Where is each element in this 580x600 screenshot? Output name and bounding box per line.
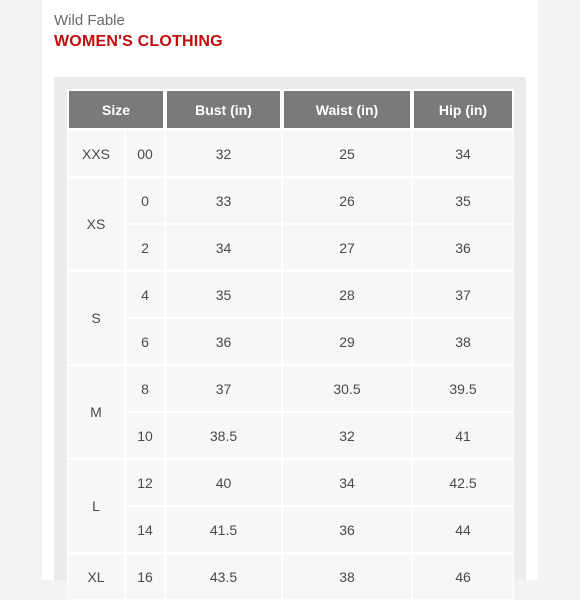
size-number-cell: 2	[125, 224, 165, 271]
size-chart-body	[67, 130, 514, 600]
bust-cell: 38.5	[165, 412, 282, 459]
size-letter-cell: XS	[67, 177, 125, 271]
size-number-cell: 00	[125, 130, 165, 177]
hip-cell: 38	[412, 318, 514, 365]
table-row	[67, 412, 514, 459]
size-number-cell: 12	[125, 459, 165, 506]
size-number-cell: 8	[125, 365, 165, 412]
size-chart-card	[42, 0, 538, 585]
bust-cell: 36	[165, 318, 282, 365]
size-number-cell: 4	[125, 271, 165, 318]
hip-cell: 36	[412, 224, 514, 271]
table-row	[67, 271, 514, 318]
size-number-cell: 16	[125, 553, 165, 600]
waist-cell: 30.5	[282, 365, 412, 412]
bust-cell: 43.5	[165, 553, 282, 600]
size-letter-cell: L	[67, 459, 125, 553]
waist-cell: 26	[282, 177, 412, 224]
table-row	[67, 224, 514, 271]
hip-cell: 44	[412, 506, 514, 553]
hip-cell: 37	[412, 271, 514, 318]
hip-cell: 35	[412, 177, 514, 224]
table-row	[67, 365, 514, 412]
hip-cell: 39.5	[412, 365, 514, 412]
table-row	[67, 130, 514, 177]
waist-cell: 25	[282, 130, 412, 177]
bust-cell: 32	[165, 130, 282, 177]
waist-cell: 28	[282, 271, 412, 318]
bust-cell: 35	[165, 271, 282, 318]
bust-cell: 33	[165, 177, 282, 224]
waist-cell: 29	[282, 318, 412, 365]
bust-cell: 34	[165, 224, 282, 271]
waist-cell: 32	[282, 412, 412, 459]
size-number-cell: 0	[125, 177, 165, 224]
size-letter-cell: S	[67, 271, 125, 365]
table-row	[67, 177, 514, 224]
bust-cell: 37	[165, 365, 282, 412]
bust-cell: 40	[165, 459, 282, 506]
size-chart-table	[67, 89, 514, 600]
waist-cell: 38	[282, 553, 412, 600]
table-row	[67, 459, 514, 506]
bust-cell: 41.5	[165, 506, 282, 553]
hip-cell: 42.5	[412, 459, 514, 506]
header-waist: Waist (in)	[282, 89, 412, 130]
header-row	[67, 89, 514, 130]
header-bust: Bust (in)	[165, 89, 282, 130]
size-number-cell: 10	[125, 412, 165, 459]
waist-cell: 27	[282, 224, 412, 271]
brand-name: Wild Fable	[54, 12, 125, 29]
waist-cell: 36	[282, 506, 412, 553]
header-size: Size	[67, 89, 165, 130]
category-title: WOMEN'S CLOTHING	[54, 33, 223, 50]
header-hip: Hip (in)	[412, 89, 514, 130]
size-number-cell: 6	[125, 318, 165, 365]
size-chart-frame	[54, 77, 526, 585]
waist-cell: 34	[282, 459, 412, 506]
size-letter-cell: XXS	[67, 130, 125, 177]
table-row	[67, 553, 514, 600]
hip-cell: 46	[412, 553, 514, 600]
size-letter-cell: XL	[67, 553, 125, 600]
table-row	[67, 506, 514, 553]
table-row	[67, 318, 514, 365]
size-letter-cell: M	[67, 365, 125, 459]
hip-cell: 34	[412, 130, 514, 177]
hip-cell: 41	[412, 412, 514, 459]
size-number-cell: 14	[125, 506, 165, 553]
